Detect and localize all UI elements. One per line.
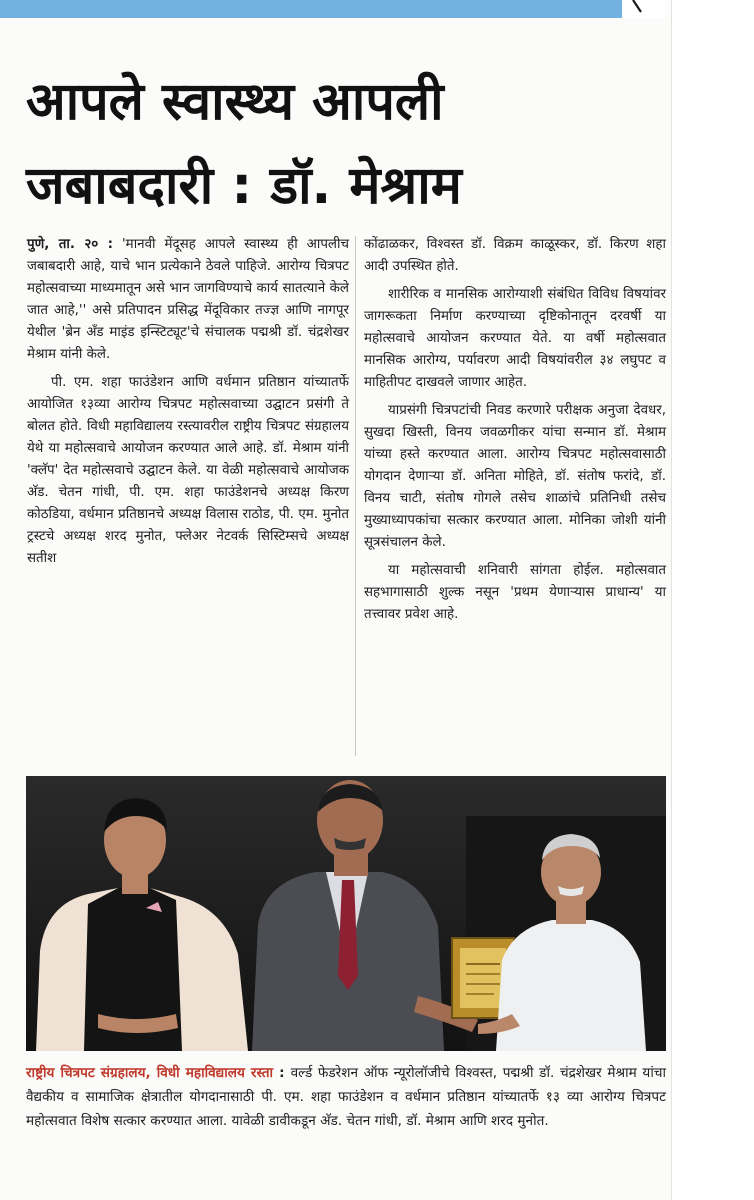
article-column-right xyxy=(364,234,666,632)
column-divider xyxy=(355,236,356,756)
section-bar-end xyxy=(622,0,666,18)
caption-separator: : xyxy=(273,1065,291,1081)
dateline: पुणे, ता. २० : xyxy=(27,237,114,252)
caption-text: वर्ल्ड फेडरेशन ऑफ न्यूरोलॉजीचे विश्वस्त, पद्मश्री डॉ. चंद्रशेखर मेश्राम यांचा वैद्यकीय व सामाजिक क्षेत्रातील योगदानासाठी पी. एम. शहा फाउंडेशन व वर्धमान प्रतिष्ठान यांच्यातर्फे १३ व्या आरोग्य चित्रपट महोत्सवात विशेष सत्कार करण्यात आला. यावेळी डावीकडून अ‍ॅड. चेतन गांधी, डॉ. मेश्राम आणि शरद मुनोत. xyxy=(26,1065,666,1129)
article-paragraph: पी. एम. शहा फाउंडेशन आणि वर्धमान प्रतिष्ठान यांच्यातर्फे आयोजित १३व्या आरोग्य चित्रपट महोत्सवाच्या उद्घाटन प्रसंगी ते बोलत होते. विधी महाविद्यालय रस्त्यावरील राष्ट्रीय चित्रपट संग्रहालय येथे या महोत्सवाचे आयोजन करण्यात आले आहे. डॉ. मेश्राम यांनी 'क्लॅप' देत महोत्सवाचे उद्घाटन केले. या वेळी महोत्सवाचे आयोजक अ‍ॅड. चेतन गांधी, पी. एम. शहा फाउंडेशनचे अध्यक्ष किरण कोठडिया, वर्धमान प्रतिष्ठानचे अध्यक्ष विलास राठोड, पी. एम. मुनोत ट्रस्टचे अध्यक्ष शरद मुनोत, फ्लेअर नेटवर्क सिस्टिम्सचे अध्यक्ष सतीश xyxy=(27,375,349,566)
article-paragraph: या महोत्सवाची शनिवारी सांगता होईल. महोत्सवात सहभागासाठी शुल्क नसून 'प्रथम येणाऱ्यास प्राधान्य' या तत्त्वावर प्रवेश आहे. xyxy=(364,563,666,622)
event-photo xyxy=(26,776,666,1051)
section-color-bar xyxy=(0,0,666,18)
headline-line-2: जबाबदारी : डॉ. मेश्राम xyxy=(26,156,462,216)
corner-mark-icon xyxy=(630,0,644,16)
article-paragraph: कोंढाळकर, विश्वस्त डॉ. विक्रम काळूस्कर, डॉ. किरण शहा आदी उपस्थित होते. xyxy=(364,237,666,274)
caption-location: राष्ट्रीय चित्रपट संग्रहालय, विधी महाविद्यालय रस्ता xyxy=(26,1065,274,1081)
photo-caption xyxy=(26,1061,666,1133)
article-paragraph: याप्रसंगी चित्रपटांची निवड करणारे परीक्षक अनुजा देवधर, सुखदा खिस्ती, विनय जवळगीकर यांचा सन्मान डॉ. मेश्राम यांच्या हस्ते करण्यात आला. आरोग्य चित्रपट महोत्सवासाठी योगदान देणाऱ्या डॉ. अनिता मोहिते, डॉ. संतोष फरांदे, डॉ. विनय चाटी, संतोष गोगले तसेच शाळांचे प्रतिनिधी तसेच मुख्याध्यापकांचा सत्कार करण्यात आला. मोनिका जोशी यांनी सूत्रसंचालन केले. xyxy=(364,403,666,550)
article-paragraph: शारीरिक व मानसिक आरोग्याशी संबंधित विविध विषयांवर जागरूकता निर्माण करण्याच्या दृष्टिकोनातून दरवर्षी या महोत्सवाचे आयोजन करण्यात येते. या वर्षी महोत्सवात मानसिक आरोग्य, पर्यावरण आदी विषयांवरील ३४ लघुपट व माहितीपट दाखवले जाणार आहेत. xyxy=(364,287,666,390)
article-column-left xyxy=(27,234,349,576)
event-photo-illustration xyxy=(26,776,666,1051)
article-headline xyxy=(26,60,656,228)
page-right-margin xyxy=(671,0,754,1200)
paragraph-text: 'मानवी मेंदूसह आपले स्वास्थ्य ही आपलीच जबाबदारी आहे, याचे भान प्रत्येकाने ठेवले पाहिजे. आरोग्य चित्रपट महोत्सवाच्या माध्यमातून असे भान जागविण्याचे कार्य सातत्याने केले जात आहे,'' असे प्रतिपादन प्रसिद्ध मेंदूविकार तज्ज्ञ आणि नागपूर येथील 'ब्रेन अँड माइंड इन्स्टिट्यूट'चे संचालक पद्मश्री डॉ. चंद्रशेखर मेश्राम यांनी केले. xyxy=(27,237,349,362)
headline-line-1: आपले स्वास्थ्य आपली xyxy=(26,72,444,132)
article-paragraph xyxy=(27,234,349,366)
